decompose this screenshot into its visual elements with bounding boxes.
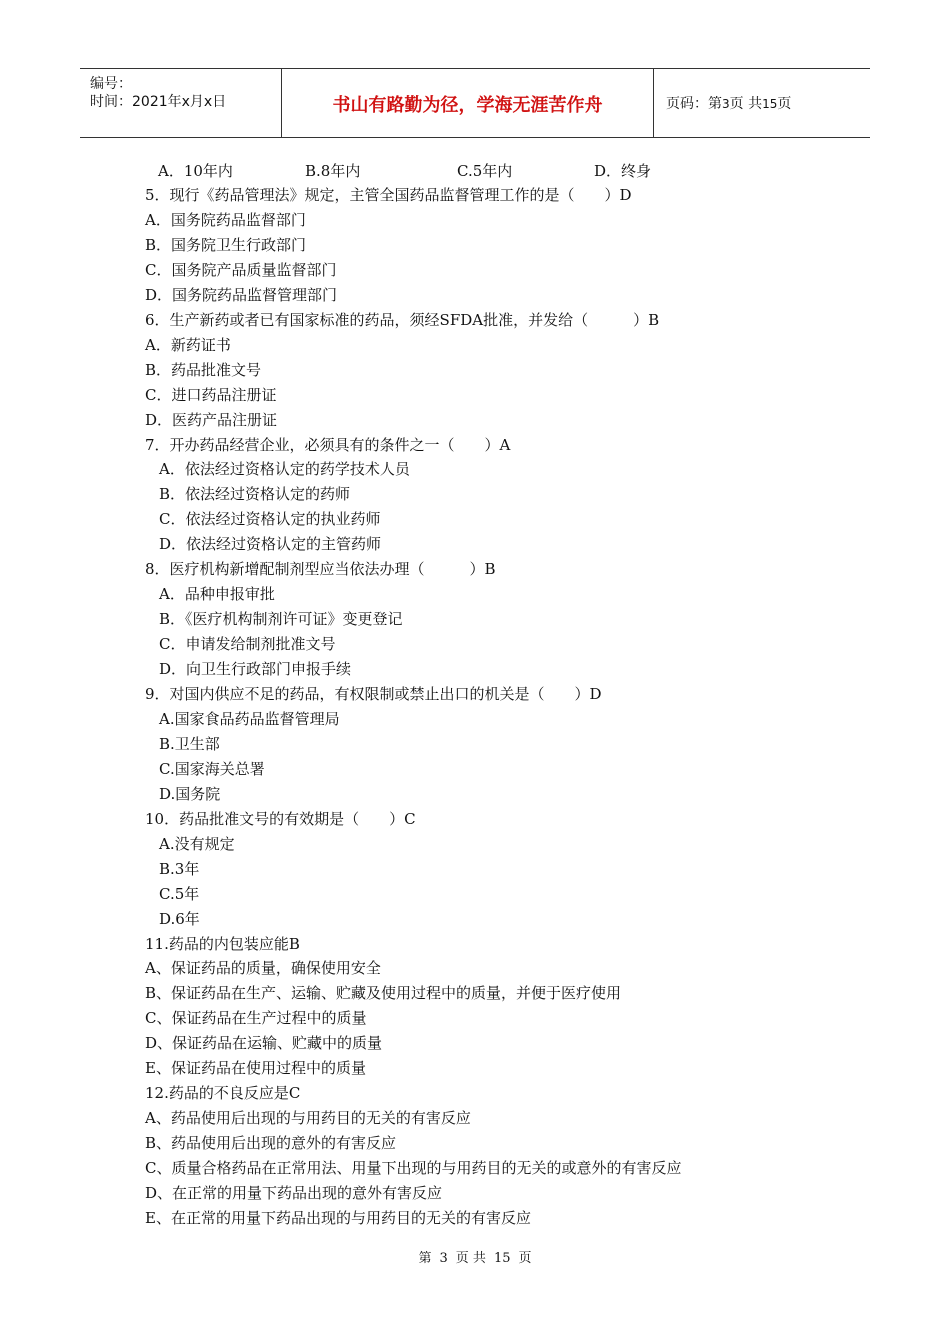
text-line: D．向卫生行政部门申报手续 <box>159 660 352 679</box>
footer-current: 3 <box>439 1251 448 1266</box>
text-line: A.国家食品药品监督管理局 <box>159 709 340 728</box>
text-line: B．药品批准文号 <box>145 360 262 379</box>
text-line: A、药品使用后出现的与用药目的无关的有害反应 <box>145 1109 471 1128</box>
text-line: C、质量合格药品在正常用法、用量下出现的与用药目的无关的或意外的有害反应 <box>145 1159 682 1178</box>
header-page-indicator <box>666 93 791 113</box>
text-line: D.6年 <box>159 909 200 928</box>
text-line: A．依法经过资格认定的药学技术人员 <box>159 460 410 479</box>
text-line: 11.药品的内包装应能B <box>145 934 300 953</box>
text-line: B．《医疗机构制剂许可证》变更登记 <box>159 610 403 629</box>
text-line: D.国务院 <box>159 784 221 803</box>
text-line: 9．对国内供应不足的药品，有权限制或禁止出口的机关是（ ）D <box>145 685 602 703</box>
text-line: D．国务院药品监督管理部门 <box>145 285 338 304</box>
text-line: A．国务院药品监督部门 <box>145 210 306 229</box>
header-info-cell <box>80 69 282 137</box>
header-motto: 书山有路勤为径，学海无涯苦作舟 <box>332 95 603 116</box>
text-line: C、保证药品在生产过程中的质量 <box>145 1009 367 1028</box>
text-line: D、保证药品在运输、贮藏中的质量 <box>145 1034 383 1053</box>
text-line: B、保证药品在生产、运输、贮藏及使用过程中的质量，并便于医疗使用 <box>145 984 622 1003</box>
text-line: C．依法经过资格认定的执业药师 <box>159 510 381 529</box>
text-line: B.3年 <box>159 859 200 878</box>
text-line: D、在正常的用量下药品出现的意外有害反应 <box>145 1184 443 1202</box>
text-line: A.没有规定 <box>159 834 235 853</box>
footer-mid: 页 共 <box>455 1251 486 1266</box>
page-mid: 页 共 <box>729 96 763 112</box>
q4-option-d: D．终身 <box>594 162 652 180</box>
text-line: C．申请发给制剂批准文号 <box>159 635 336 654</box>
page-total: 15 <box>762 97 778 111</box>
text-line: 10．药品批准文号的有效期是（ ）C <box>145 809 416 828</box>
document-number-label: 编号： <box>90 76 132 92</box>
footer-suffix: 页 <box>518 1251 532 1266</box>
header-motto-cell <box>282 69 654 137</box>
page-footer <box>0 1247 950 1266</box>
page-current: 3 <box>722 97 730 111</box>
text-line: B．国务院卫生行政部门 <box>145 235 307 254</box>
text-line: A．品种申报审批 <box>159 585 275 604</box>
footer-total: 15 <box>493 1251 511 1266</box>
text-line: D．依法经过资格认定的主管药师 <box>159 535 382 554</box>
text-line: E、保证药品在使用过程中的质量 <box>145 1059 366 1078</box>
text-line: C．国务院产品质量监督部门 <box>145 260 337 279</box>
text-line: B、药品使用后出现的意外的有害反应 <box>145 1134 397 1153</box>
text-line: 8．医疗机构新增配制剂型应当依法办理（ ）B <box>145 560 496 579</box>
text-line: C.国家海关总署 <box>159 759 265 778</box>
footer-prefix: 第 <box>418 1251 432 1266</box>
text-line: A．新药证书 <box>145 335 231 354</box>
text-line: B．依法经过资格认定的药师 <box>159 485 351 504</box>
text-line: C.5年 <box>159 884 200 903</box>
text-line: B.卫生部 <box>159 734 220 753</box>
text-line: 7．开办药品经营企业，必须具有的条件之一（ ）A <box>145 435 511 454</box>
text-line: C．进口药品注册证 <box>145 385 277 404</box>
page-suffix: 页 <box>777 96 792 112</box>
q4-option-b: B.8年内 <box>305 162 361 180</box>
text-line: D．医药产品注册证 <box>145 410 278 429</box>
text-line: E、在正常的用量下药品出现的与用药目的无关的有害反应 <box>145 1208 531 1227</box>
text-line: 6．生产新药或者已有国家标准的药品，须经SFDA批准，并发给（ ）B <box>145 310 660 329</box>
text-line: 5．现行《药品管理法》规定，主管全国药品监督管理工作的是（ ）D <box>145 186 632 204</box>
page-header <box>80 68 870 138</box>
page-prefix: 页码：第 <box>666 96 722 112</box>
text-line: A、保证药品的质量，确保使用安全 <box>145 959 381 978</box>
text-line: 12.药品的不良反应是C <box>145 1084 301 1103</box>
q4-option-a: A．10年内 <box>158 162 233 180</box>
q4-option-c: C.5年内 <box>457 162 513 180</box>
header-page-cell <box>654 69 870 137</box>
document-time-label: 时间：2021年x月x日 <box>90 94 227 110</box>
